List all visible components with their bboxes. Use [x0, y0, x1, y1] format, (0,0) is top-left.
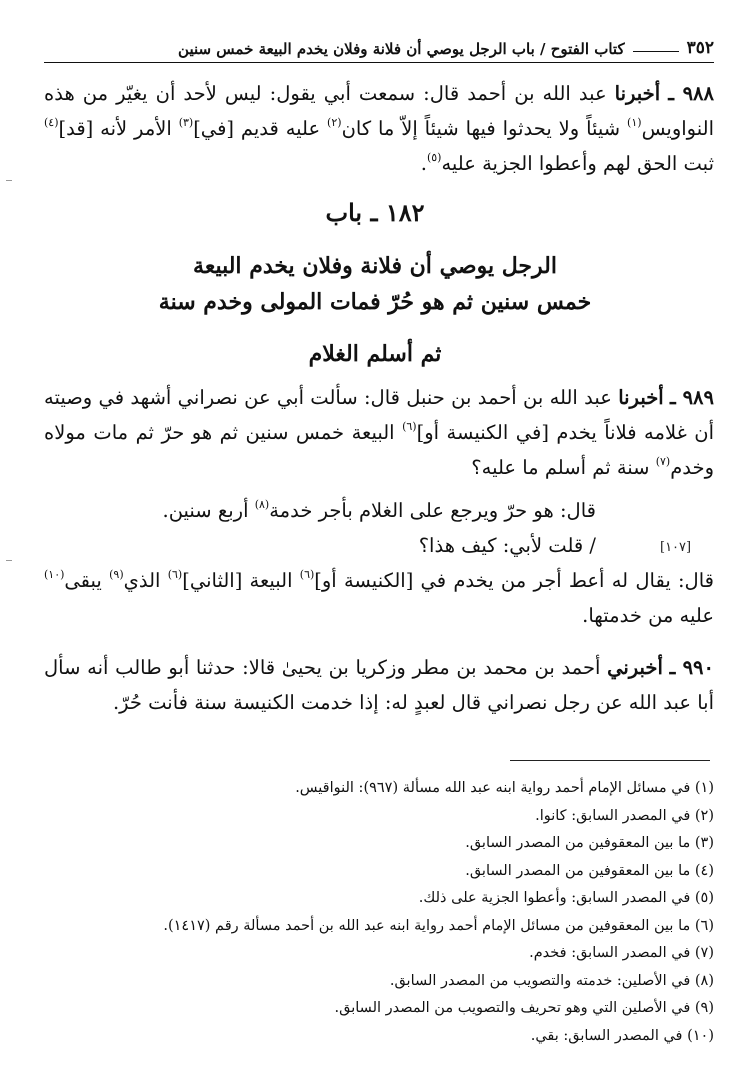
chapter-title: [40, 248, 710, 372]
entry-990-paragraph: [44, 650, 714, 720]
footnote-ref: (٦): [299, 568, 315, 581]
footnote-ref: (٢): [327, 116, 342, 129]
text-run: أربع سنين.: [162, 499, 255, 522]
entry-number: ٩٨٨ ـ: [668, 82, 714, 105]
text-run: ثبت الحق لهم وأعطوا الجزية عليه: [441, 152, 714, 175]
footnote-ref: (٤): [44, 116, 59, 129]
footnote-ref: (٦): [167, 568, 183, 581]
footnote: (٣) ما بين المعقوفين من المصدر السابق.: [465, 835, 714, 851]
text-run: شيئاً ولا يحدثوا فيها شيئاً إلاّ ما كان: [341, 117, 628, 140]
footnote: (١) في مسائل الإمام أحمد رواية ابنه عبد الله مسألة (٩٦٧): النواقيس.: [295, 780, 714, 796]
answer-paragraph: [44, 563, 714, 633]
chapter-number: ١٨٢ ـ باب: [325, 198, 425, 227]
text-run: الأمر لأنه [قد]: [58, 117, 179, 140]
entry-988: [44, 76, 714, 181]
footnote: (١٠) في المصدر السابق: بقي.: [530, 1027, 714, 1044]
text-run: .: [420, 152, 427, 175]
entry-989: [44, 380, 714, 633]
text-run: قال: يقال له أعط أجر من يخدم في [الكنيسة أو]: [314, 569, 714, 592]
footnote: (٨) في الأصلين: خدمته والتصويب من المصدر السابق.: [389, 972, 714, 989]
footnote-ref: (٦): [402, 420, 417, 433]
text-run: عبد الله بن أحمد قال: سمعت أبي يقول: ليس لأحد أن يغيّر من هذه النواويس: [44, 82, 715, 140]
entry-990: [44, 650, 714, 720]
footnote-ref: (١٠): [44, 568, 65, 581]
text-run: عليه قديم [في]: [193, 117, 328, 140]
manuscript-folio-marker: [١٠٧]: [660, 540, 692, 555]
entry-989-paragraph: [44, 380, 714, 485]
page-number: ٣٥٢: [686, 38, 714, 58]
footnote: (٩) في الأصلين التي وهو تحريف والتصويب من المصدر السابق.: [334, 1000, 714, 1016]
chapter-title-line: ثم أسلم الغلام: [308, 341, 442, 367]
chapter-title-line: خمس سنين ثم هو حُرّ فمات المولى وخدم سنة: [158, 289, 592, 315]
text-run: عليه من خدمتها.: [582, 604, 714, 627]
footnote-ref: (٥): [426, 151, 442, 164]
running-title: كتاب الفتوح / باب الرجل يوصي أن فلانة وفلان يخدم البيعة خمس سنين: [178, 40, 625, 58]
footnote-ref: (١): [627, 116, 642, 129]
text-run: البيعة [الثاني]: [182, 569, 300, 592]
footnote: (٧) في المصدر السابق: فخدم.: [529, 945, 714, 961]
chapter-title-line: الرجل يوصي أن فلانة وفلان يخدم البيعة: [193, 253, 557, 279]
text-run: سنة ثم أسلم ما عليه؟: [471, 456, 656, 479]
footnote: (٤) ما بين المعقوفين من المصدر السابق.: [465, 862, 714, 879]
footnotes-list: [44, 775, 714, 1050]
running-header: [44, 30, 714, 63]
question-line: / قلت لأبي: كيف هذا؟: [418, 534, 596, 557]
text-run: الذي: [123, 569, 168, 592]
footnote: (٢) في المصدر السابق: كانوا.: [535, 807, 714, 824]
text-run: عبد الله بن أحمد بن حنبل قال: سألت أبي عن نصراني أشهد في وصيته أن غلامه فلاناً يخدم [في الكنيسة أو]: [44, 386, 714, 444]
footnote-ref: (٧): [655, 455, 671, 468]
entry-number: ٩٨٩ ـ: [669, 386, 714, 409]
text-run: يبقى: [64, 569, 110, 592]
scan-artifact: [6, 560, 12, 561]
text-run: قال: هو حرّ ويرجع على الغلام بأجر خدمة: [269, 499, 596, 522]
header-dash: [633, 51, 679, 52]
text-run: البيعة خمس سنين ثم هو حرّ ثم مات مولاه وخدم: [44, 421, 714, 479]
entry-lead: أخبرنا: [614, 82, 661, 105]
text-run: أحمد بن محمد بن مطر وزكريا بن يحيىٰ قالا: حدثنا أبو طالب أنه سأل أبا عبد الله عن رجل نصراني قال لعبدٍ له: إذا خدمت الكنيسة سنة فأنت حُرّ.: [44, 656, 714, 714]
entry-number: ٩٩٠ ـ: [669, 656, 714, 679]
entry-lead: أخبرنا: [618, 386, 664, 409]
footnote: (٥) في المصدر السابق: وأعطوا الجزية على ذلك.: [418, 890, 714, 906]
footnote-ref: (٣): [178, 116, 194, 129]
answer-line: [44, 493, 714, 528]
scan-artifact: [6, 180, 12, 181]
entry-988-paragraph: [44, 76, 714, 181]
footnote-separator: [510, 760, 710, 761]
entry-lead: أخبرني: [607, 656, 663, 679]
footnote-ref: (٨): [254, 498, 270, 511]
footnote: (٦) ما بين المعقوفين من مسائل الإمام أحمد رواية ابنه عبد الله بن أحمد مسألة رقم (١٤١٧).: [163, 917, 714, 934]
footnote-ref: (٩): [109, 568, 124, 581]
